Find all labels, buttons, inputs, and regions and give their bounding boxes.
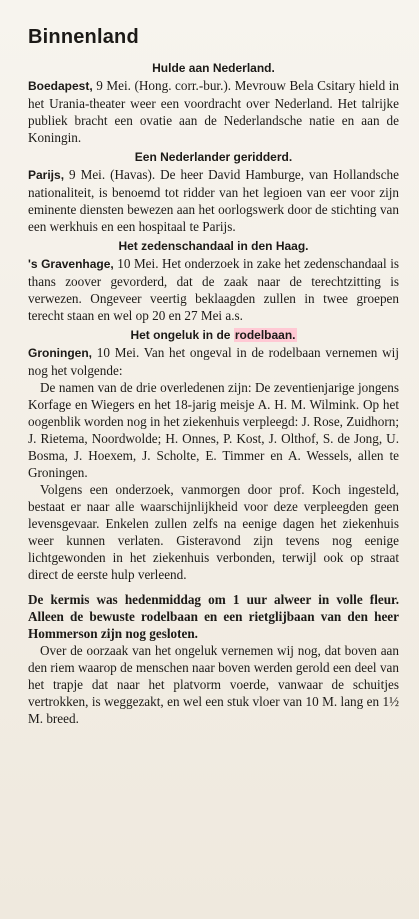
article-headline: Hulde aan Nederland. [152,61,275,75]
article-body: 10 Mei. Van het ongeval in de rodelbaan vernemen wij nog het volgende: [28,345,400,378]
article-text [28,166,399,235]
paragraph-names: De namen van de drie overledenen zijn: De zeventienjarige jongens Korfage en Wiegers en het 18-jarig meisje A. H. M. Wilmink. Op het oogenblik worden nog in het ziekenhuis verpleegd: J. Rose, Zuidhorn; J. Rietema, Noordwolde; H. Onnes, P. Kost, J. Olthof, S. de Jong, U. Bosma, J. Hoexem, J. Scholte, E. Timmer en A. Wessels, allen te Groningen. [28,380,400,480]
article-body: 9 Mei. (Havas). De heer David Hamburge, van Hollandsche nationaliteit, is benoemd tot ridder van het legioen van eer voor zijn eminente diensten bewezen aan het oorlogswerk door de stichting van een werkhuis en een hospitaal te Parijs. [28,167,399,234]
article-body: 10 Mei. Het onderzoek in zake het zedenschandaal is thans zoover gevorderd, dat de zaak naar de terechtzitting is verwezen. Ongeveer veertig beklaagden zullen in twee groepen terecht staan en wel op 20 en 27 Mei a.s. [28,256,399,323]
article-headline: Het zedenschandaal in den Haag. [118,239,309,253]
article-geridderd [28,150,399,235]
dateline: Parijs, [28,168,65,182]
dateline: 's Gravenhage, [28,257,114,271]
paragraph-investigation: Volgens een onderzoek, vanmorgen door prof. Koch ingesteld, bestaat er naar alle waarschijnlijkheid voor deze verpleegden geen levensgevaar. Enkelen zullen zelfs na eenige dagen het ziekenhuis weer kunnen verlaten. Gisteravond zijn tevens nog eenige lichtgewonden in het ziekenhuis verbonden, terwijl ook op straat direct de eerste hulp verleend. [28,482,399,582]
article-zedenschandaal [28,239,399,324]
article-hulde [28,61,399,146]
article-headline [28,328,399,343]
dateline: Boedapest, [28,79,93,93]
article-text [28,77,399,146]
article-headline: Een Nederlander geridderd. [134,150,293,164]
article-text [28,255,399,324]
highlighted-word: rodelbaan. [234,328,296,342]
paragraph-kermis: De kermis was hedenmiddag om 1 uur alweer in volle fleur. Alleen de bewuste rodelbaan en een rietglijbaan van den heer Hommerson zijn nog gesloten. [28,592,399,641]
dateline: Groningen, [28,346,92,360]
article-body: 9 Mei. (Hong. corr.-bur.). Mevrouw Bela Csitary hield in het Urania-theater weer een voordracht over Nederland. Het talrijke publiek bracht een ovatie aan de Nederlandsche natie en aan de Koningin. [28,78,399,145]
headline-prefix: Het ongeluk in de [130,328,231,342]
paragraph-cause: Over de oorzaak van het ongeluk vernemen wij nog, dat boven aan den riem waarop de menschen naar boven werden gerold een deel van het trapje dat naar het platvorm voerde, vanwaar de schuitjes vertrokken, is weggezakt, en wel een stuk vloer van 10 M. lang en 1½ M. breed. [28,643,399,726]
article-text [28,344,399,379]
article-rodelbaan [28,328,399,727]
section-title: Binnenland [28,26,139,48]
paragraph-gap [28,583,399,591]
